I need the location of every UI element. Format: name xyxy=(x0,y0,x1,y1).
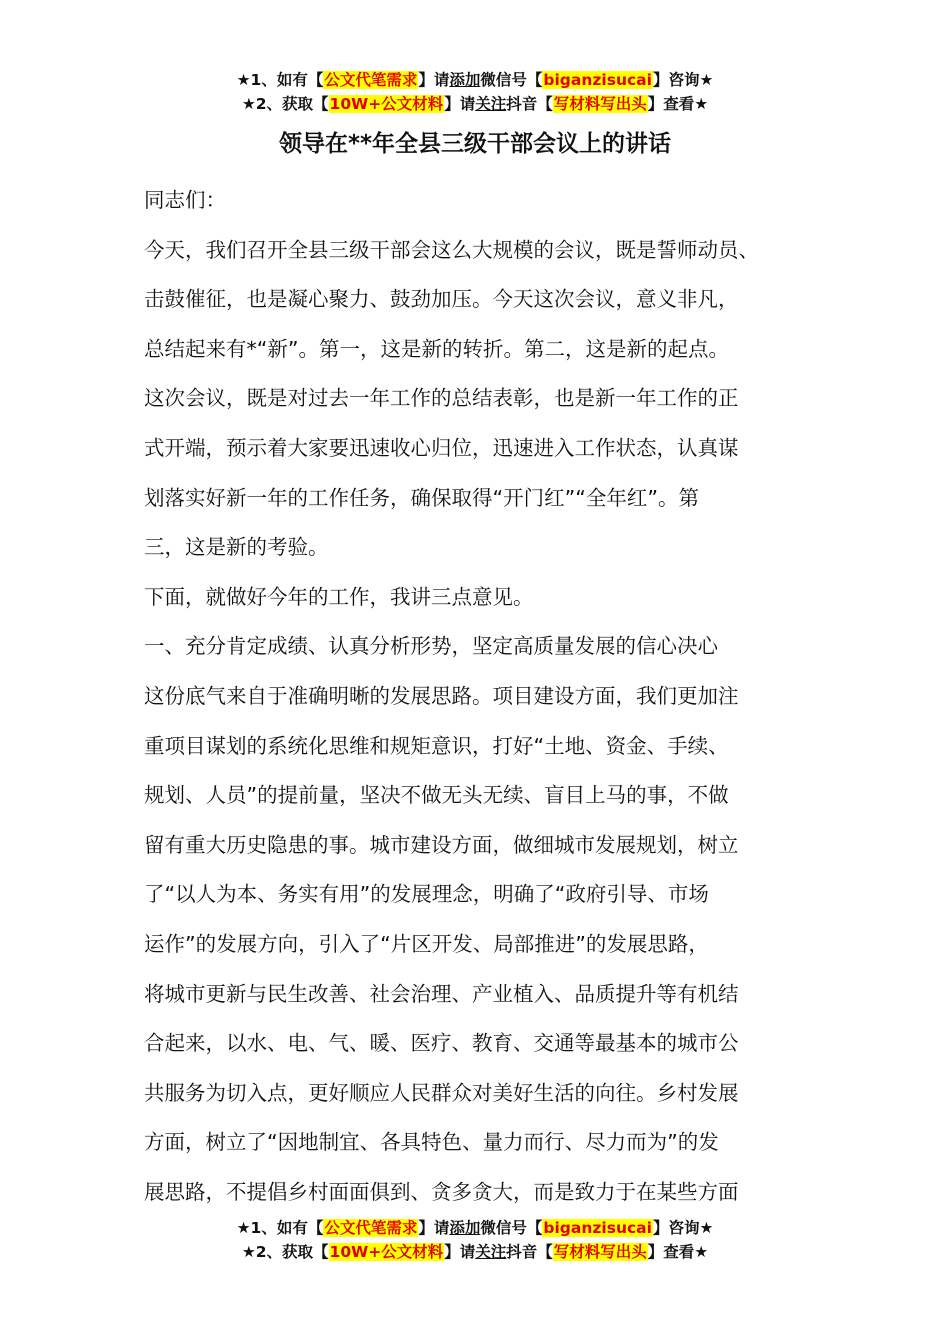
banner-text: 】咨询★ xyxy=(652,71,714,89)
banner-line-2 xyxy=(0,1240,950,1264)
highlight-wechat-id: biganzisucai xyxy=(543,71,652,89)
body-line: 将城市更新与民生改善、社会治理、产业植入、品质提升等有机结 xyxy=(144,981,739,1006)
body-line: 击鼓催征，也是凝心聚力、鼓劲加压。今天这次会议，意义非凡， xyxy=(144,287,739,312)
banner-text: ★1、如有【 xyxy=(236,1219,324,1237)
body-line: 式开端，预示着大家要迅速收心归位，迅速进入工作状态，认真谋 xyxy=(144,435,739,460)
body-line: 总结起来有*“新”。第一，这是新的转折。第二，这是新的起点。 xyxy=(144,336,729,361)
banner-text: 】咨询★ xyxy=(652,1219,714,1237)
banner-text: 抖音【 xyxy=(506,1243,553,1261)
banner-text: ★2、获取【 xyxy=(241,95,329,113)
banner-text: ★1、如有【 xyxy=(236,71,324,89)
underlined-text: 添加 xyxy=(449,71,481,89)
underlined-text: 关注 xyxy=(475,95,507,113)
body-line: 今天，我们召开全县三级干部会这么大规模的会议，既是誓师动员、 xyxy=(144,237,759,262)
body-line: 方面，树立了“因地制宜、各具特色、量力而行、尽力而为”的发 xyxy=(144,1130,719,1155)
highlight-materials: 10W+公文材料 xyxy=(329,1243,444,1261)
banner-text: 微信号【 xyxy=(480,1219,543,1237)
body-line: 同志们： xyxy=(144,188,226,212)
highlight-douyin-id: 写材料写出头 xyxy=(553,1243,647,1261)
banner-text: 】请 xyxy=(444,1243,476,1261)
body-line: 三，这是新的考验。 xyxy=(144,535,329,560)
banner-text: ★2、获取【 xyxy=(241,1243,329,1261)
banner-text: 】查看★ xyxy=(647,1243,709,1261)
body-line: 重项目谋划的系统化思维和规矩意识，打好“土地、资金、手续、 xyxy=(144,733,729,758)
banner-text: 】查看★ xyxy=(647,95,709,113)
banner-text: 抖音【 xyxy=(506,95,553,113)
body-line: 这次会议，既是对过去一年工作的总结表彰，也是新一年工作的正 xyxy=(144,386,739,411)
banner-line-1 xyxy=(0,1216,950,1240)
document-title: 领导在**年全县三级干部会议上的讲话 xyxy=(278,131,672,157)
banner-text: 】请 xyxy=(444,95,476,113)
body-line: 留有重大历史隐患的事。城市建设方面，做细城市发展规划，树立 xyxy=(144,832,739,857)
highlight-service: 公文代笔需求 xyxy=(324,1219,418,1237)
banner-line-2 xyxy=(0,92,950,116)
banner-text: 】请 xyxy=(418,71,450,89)
body-line: 共服务为切入点，更好顺应人民群众对美好生活的向往。乡村发展 xyxy=(144,1080,739,1105)
body-line: 了“以人为本、务实有用”的发展理念，明确了“政府引导、市场 xyxy=(144,882,709,907)
underlined-text: 添加 xyxy=(449,1219,481,1237)
banner-text: 微信号【 xyxy=(480,71,543,89)
highlight-wechat-id: biganzisucai xyxy=(543,1219,652,1237)
underlined-text: 关注 xyxy=(475,1243,507,1261)
body-line: 规划、人员”的提前量，坚决不做无头无续、盲目上马的事，不做 xyxy=(144,783,729,808)
highlight-materials: 10W+公文材料 xyxy=(329,95,444,113)
body-line: 下面，就做好今年的工作，我讲三点意见。 xyxy=(144,584,534,609)
highlight-douyin-id: 写材料写出头 xyxy=(553,95,647,113)
highlight-service: 公文代笔需求 xyxy=(324,71,418,89)
body-line: 运作”的发展方向，引入了“片区开发、局部推进”的发展思路， xyxy=(144,931,709,956)
body-line: 这份底气来自于准确明晰的发展思路。项目建设方面，我们更加注 xyxy=(144,683,739,708)
body-line: 展思路，不提倡乡村面面俱到、贪多贪大，而是致力于在某些方面 xyxy=(144,1179,739,1204)
banner-text: 】请 xyxy=(418,1219,450,1237)
banner-line-1 xyxy=(0,68,950,92)
body-line: 划落实好新一年的工作任务，确保取得“开门红”“全年红”。第 xyxy=(144,485,699,510)
header-banner xyxy=(0,68,950,116)
section-heading: 一、充分肯定成绩、认真分析形势，坚定高质量发展的信心决心 xyxy=(144,634,718,659)
body-line: 合起来，以水、电、气、暖、医疗、教育、交通等最基本的城市公 xyxy=(144,1031,739,1056)
document-body xyxy=(144,176,816,1217)
footer-banner xyxy=(0,1216,950,1264)
